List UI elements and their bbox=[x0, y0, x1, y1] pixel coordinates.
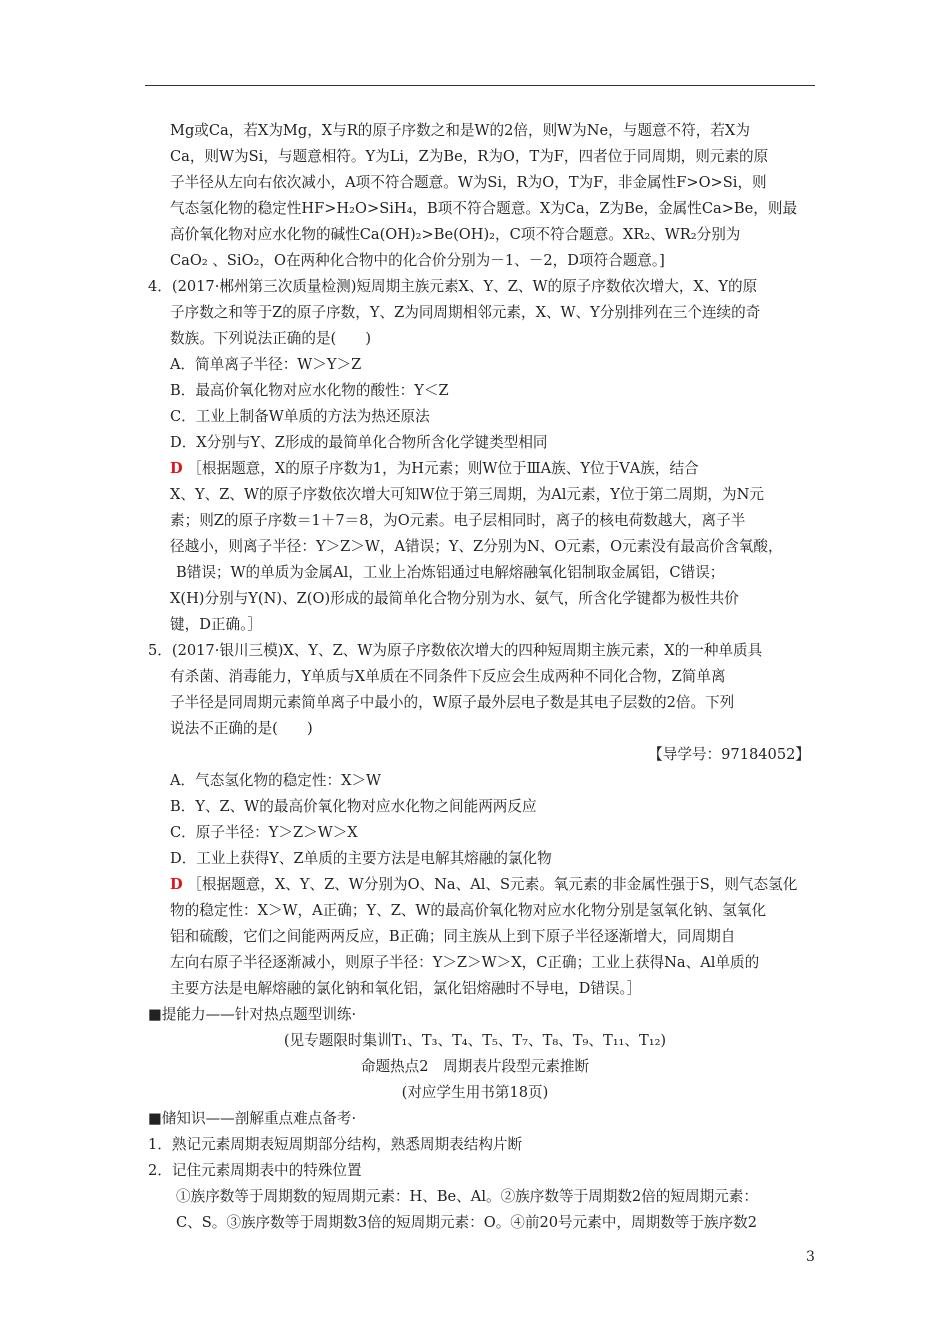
option-a: A．简单离子半径：W＞Y＞Z bbox=[170, 356, 362, 373]
answer-explanation: ［根据题意，X的原子序数为1，为H元素；则W位于ⅢA族、Y位于ⅤA族，结合 bbox=[187, 460, 699, 477]
section-heading: ■储知识——剖解重点难点备考· bbox=[148, 1110, 357, 1127]
guide-number: 【导学号：97184052】 bbox=[648, 746, 810, 763]
text-line: 有杀菌、消毒能力，Y单质与X单质在不同条件下反应会生成两种不同化合物，Z简单离 bbox=[170, 668, 726, 685]
option-d: D．工业上获得Y、Z单质的主要方法是电解其熔融的氯化物 bbox=[170, 850, 552, 867]
answer-line bbox=[170, 456, 699, 482]
answer-line bbox=[170, 872, 797, 898]
text-line: 子半径从左向右依次减小，A项不符合题意。W为Si，R为O，T为F，非金属性F>O>Si，则 bbox=[170, 174, 767, 191]
text-line: X(H)分别与Y(N)、Z(O)形成的最简单化合物分别为水、氨气，所含化学键都为极性共价 bbox=[170, 590, 739, 607]
text-line: 气态氢化物的稳定性HF>H₂O>SiH₄，B项不符合题意。X为Ca，Z为Be，金属性Ca>Be，则最 bbox=[170, 200, 798, 217]
header-rule bbox=[145, 85, 815, 86]
text-line: Mg或Ca，若X为Mg，X与R的原子序数之和是W的2倍，则W为Ne，与题意不符，若X为 bbox=[170, 122, 750, 139]
page-number: 3 bbox=[806, 1249, 815, 1265]
text-line: 径越小，则离子半径：Y＞Z＞W，A错误；Y、Z分别为N、O元素，O元素没有最高价含氧酸， bbox=[170, 538, 783, 555]
question-5-stem: 5．(2017·银川三模)X、Y、Z、W为原子序数依次增大的四种短周期主族元素，X的一种单质具 bbox=[148, 642, 763, 659]
text-line: Ca，则W为Si，与题意相符。Y为Li，Z为Be，R为O，T为F，四者位于同周期，则元素的原 bbox=[170, 148, 769, 165]
option-c: C．工业上制备W单质的方法为热还原法 bbox=[170, 408, 430, 425]
numbered-item: 2．记住元素周期表中的特殊位置 bbox=[148, 1162, 362, 1179]
option-b: B．最高价氧化物对应水化物的酸性：Y＜Z bbox=[170, 382, 449, 399]
option-b: B．Y、Z、W的最高价氧化物对应水化物之间能两两反应 bbox=[170, 798, 537, 815]
answer-letter: D bbox=[170, 460, 183, 477]
text-line: 子序数之和等于Z的原子序数，Y、Z为同周期相邻元素，X、W、Y分别排列在三个连续的奇 bbox=[170, 304, 761, 321]
answer-letter: D bbox=[170, 876, 183, 893]
text-line: 键，D正确。］ bbox=[170, 616, 262, 633]
text-line: 铝和硫酸，它们之间能两两反应，B正确；同主族从上到下原子半径逐渐增大，同周期自 bbox=[170, 928, 736, 945]
text-line: 物的稳定性：X＞W，A正确；Y、Z、W的最高价氧化物对应水化物分别是氢氧化钠、氢氧化 bbox=[170, 902, 767, 919]
section-heading: ■提能力——针对热点题型训练· bbox=[148, 1006, 357, 1023]
text-line: 高价氧化物对应水化物的碱性Ca(OH)₂>Be(OH)₂，C项不符合题意。XR₂、WR₂分别为 bbox=[170, 226, 741, 243]
option-d: D．X分别与Y、Z形成的最简单化合物所含化学键类型相同 bbox=[170, 434, 548, 451]
reference-note: (对应学生用书第18页) bbox=[401, 1084, 549, 1101]
text-line: 数族。下列说法正确的是( ) bbox=[170, 330, 372, 347]
text-line: 主要方法是电解熔融的氯化钠和氧化铝，氯化铝熔融时不导电，D错误。］ bbox=[170, 980, 642, 997]
numbered-item: 1．熟记元素周期表短周期部分结构，熟悉周期表结构片断 bbox=[148, 1136, 523, 1153]
question-4-stem: 4．(2017·郴州第三次质量检测)短周期主族元素X、Y、Z、W的原子序数依次增大，X、Y的原 bbox=[148, 278, 758, 295]
topic-title: 命题热点2 周期表片段型元素推断 bbox=[360, 1058, 590, 1075]
text-line: 素；则Z的原子序数＝1＋7＝8，为O元素。电子层相同时，离子的核电荷数越大，离子半 bbox=[170, 512, 746, 529]
text-line: ①族序数等于周期数的短周期元素：H、Be、Al。②族序数等于周期数2倍的短周期元素： bbox=[176, 1188, 758, 1205]
text-line: CaO₂ 、SiO₂，O在两种化合物中的化合价分别为－1、－2，D项符合题意。] bbox=[170, 252, 665, 269]
text-line: C、S。③族序数等于周期数3倍的短周期元素：O。④前20号元素中，周期数等于族序数2 bbox=[176, 1214, 758, 1231]
answer-explanation: ［根据题意，X、Y、Z、W分别为O、Na、Al、S元素。氧元素的非金属性强于S，则气态氢化 bbox=[187, 876, 798, 893]
option-c: C．原子半径：Y＞Z＞W＞X bbox=[170, 824, 358, 841]
text-line: X、Y、Z、W的原子序数依次增大可知W位于第三周期，为Al元素，Y位于第二周期，为N元 bbox=[170, 486, 764, 503]
text-line: 说法不正确的是( ) bbox=[170, 720, 313, 737]
text-line: 左向右原子半径逐渐减小，则原子半径：Y＞Z＞W＞X，C正确；工业上获得Na、Al单质的 bbox=[170, 954, 760, 971]
text-line: 子半径是同周期元素简单离子中最小的，W原子最外层电子数是其电子层数的2倍。下列 bbox=[170, 694, 735, 711]
reference-note: (见专题限时集训T₁、T₃、T₄、T₅、T₇、T₈、T₉、T₁₁、T₁₂) bbox=[283, 1032, 667, 1049]
text-line: B错误；W的单质为金属Al，工业上冶炼铝通过电解熔融氧化铝制取金属铝，C错误； bbox=[176, 564, 725, 581]
option-a: A．气态氢化物的稳定性：X＞W bbox=[170, 772, 382, 789]
